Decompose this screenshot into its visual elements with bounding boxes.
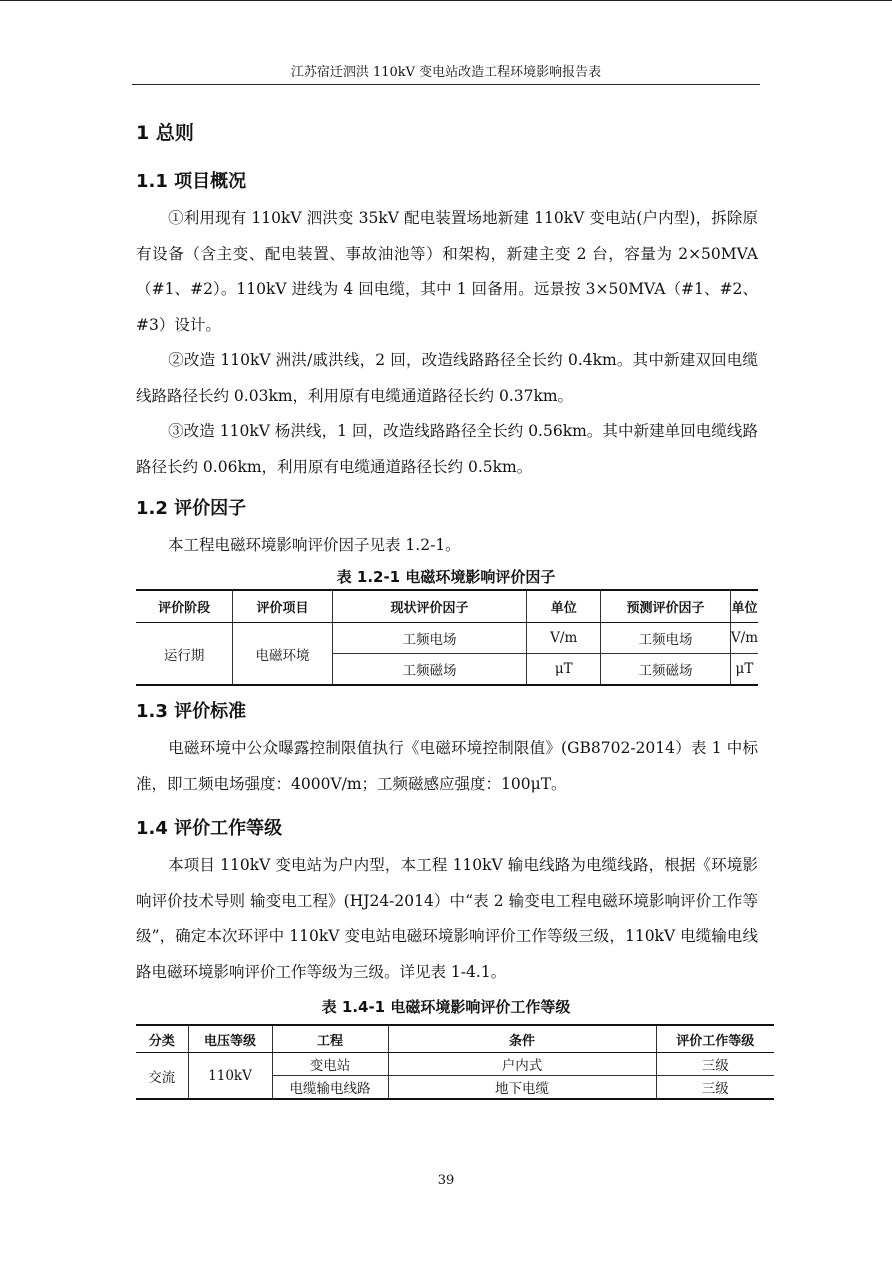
paragraph-standard xyxy=(136,731,758,802)
table-header-row xyxy=(136,590,758,623)
running-header: 江苏宿迁泗洪 110kV 变电站改造工程环境影响报告表 xyxy=(290,65,602,80)
project-cell: 电缆输电线路 xyxy=(272,1076,388,1100)
predict-factor-cell: 工频电场 xyxy=(601,623,731,654)
table-1-caption: 表 1.2-1 电磁环境影响评价因子 xyxy=(336,568,556,586)
paragraph-text: ①利用现有 110kV 泗洪变 35kV 配电装置场地新建 110kV 变电站(户内型)，拆除原有设备（含主变、配电装置、事故油池等）和架构，新建主变 2 台，容量为 2×50MVA（#1、#2）。110kV 进线为 4 回电缆，其中 1 回备用。远景按 3×50MVA（#1、#2、#3）设计。 xyxy=(136,209,758,334)
grade-cell: 三级 xyxy=(656,1076,774,1100)
paragraph-text: 本工程电磁环境影响评价因子见表 1.2-1。 xyxy=(168,536,461,554)
column-header: 工程 xyxy=(272,1025,388,1053)
category-cell: 交流 xyxy=(136,1053,188,1100)
paragraph-grade xyxy=(136,848,758,990)
section-title-1-1: 1.1 项目概况 xyxy=(136,171,247,192)
paragraph-text: 本项目 110kV 变电站为户内型，本工程 110kV 输电线路为电缆线路，根据《环境影响评价技术导则 输变电工程》(HJ24-2014）中“表 2 输变电工程电磁环境影响评价工作等级”，确定本次环评中 110kV 变电站电磁环境影响评价工作等级三级，110kV 电缆输电线路电磁环境影响评价工作等级为三级。详见表 1-4.1。 xyxy=(136,856,758,981)
column-header: 单位 xyxy=(527,590,601,623)
unit-cell: V/m xyxy=(730,623,758,654)
column-header: 预测评价因子 xyxy=(601,590,731,623)
condition-cell: 户内式 xyxy=(388,1053,656,1076)
table-header-row xyxy=(136,1025,774,1053)
stage-cell: 运行期 xyxy=(136,623,233,686)
predict-factor-cell: 工频磁场 xyxy=(601,654,731,686)
paragraph-text: ③改造 110kV 杨洪线，1 回，改造线路路径全长约 0.56km。其中新建单回电缆线路路径长约 0.06km，利用原有电缆通道路径长约 0.5km。 xyxy=(136,422,758,476)
column-header: 条件 xyxy=(388,1025,656,1053)
paragraph-project-3 xyxy=(136,414,758,485)
column-header: 现状评价因子 xyxy=(332,590,526,623)
column-header: 分类 xyxy=(136,1025,188,1053)
current-factor-cell: 工频电场 xyxy=(332,623,526,654)
condition-cell: 地下电缆 xyxy=(388,1076,656,1100)
paragraph-text: ②改造 110kV 洲洪/戚洪线，2 回，改造线路路径全长约 0.4km。其中新建双回电缆线路路径长约 0.03km，利用原有电缆通道路径长约 0.37km。 xyxy=(136,351,758,405)
unit-cell: μT xyxy=(527,654,601,686)
item-cell: 电磁环境 xyxy=(233,623,333,686)
column-header: 评价阶段 xyxy=(136,590,233,623)
section-title-1-2: 1.2 评价因子 xyxy=(136,498,247,519)
column-header: 单位 xyxy=(730,590,758,623)
header-rule xyxy=(132,84,760,85)
paragraph-project-1 xyxy=(136,201,758,343)
section-title-1-4: 1.4 评价工作等级 xyxy=(136,818,283,839)
table-row xyxy=(136,1053,774,1076)
unit-cell: V/m xyxy=(527,623,601,654)
paragraph-project-2 xyxy=(136,343,758,414)
unit-cell: μT xyxy=(730,654,758,686)
project-cell: 变电站 xyxy=(272,1053,388,1076)
table-evaluation-grade xyxy=(136,1024,774,1100)
page-border-top xyxy=(0,0,892,1)
table-evaluation-factors xyxy=(136,589,758,686)
table-2-caption: 表 1.4-1 电磁环境影响评价工作等级 xyxy=(321,998,571,1016)
current-factor-cell: 工频磁场 xyxy=(332,654,526,686)
voltage-cell: 110kV xyxy=(188,1053,272,1100)
chapter-title: 1 总则 xyxy=(136,122,194,144)
grade-cell: 三级 xyxy=(656,1053,774,1076)
section-title-1-3: 1.3 评价标准 xyxy=(136,701,247,722)
column-header: 评价工作等级 xyxy=(656,1025,774,1053)
table-row xyxy=(136,623,758,654)
paragraph-text: 电磁环境中公众曝露控制限值执行《电磁环境控制限值》(GB8702-2014）表 1 中标准，即工频电场强度：4000V/m；工频磁感应强度：100μT。 xyxy=(136,739,758,793)
column-header: 评价项目 xyxy=(233,590,333,623)
paragraph-factor-intro xyxy=(136,528,758,564)
page-number: 39 xyxy=(437,1173,455,1188)
column-header: 电压等级 xyxy=(188,1025,272,1053)
